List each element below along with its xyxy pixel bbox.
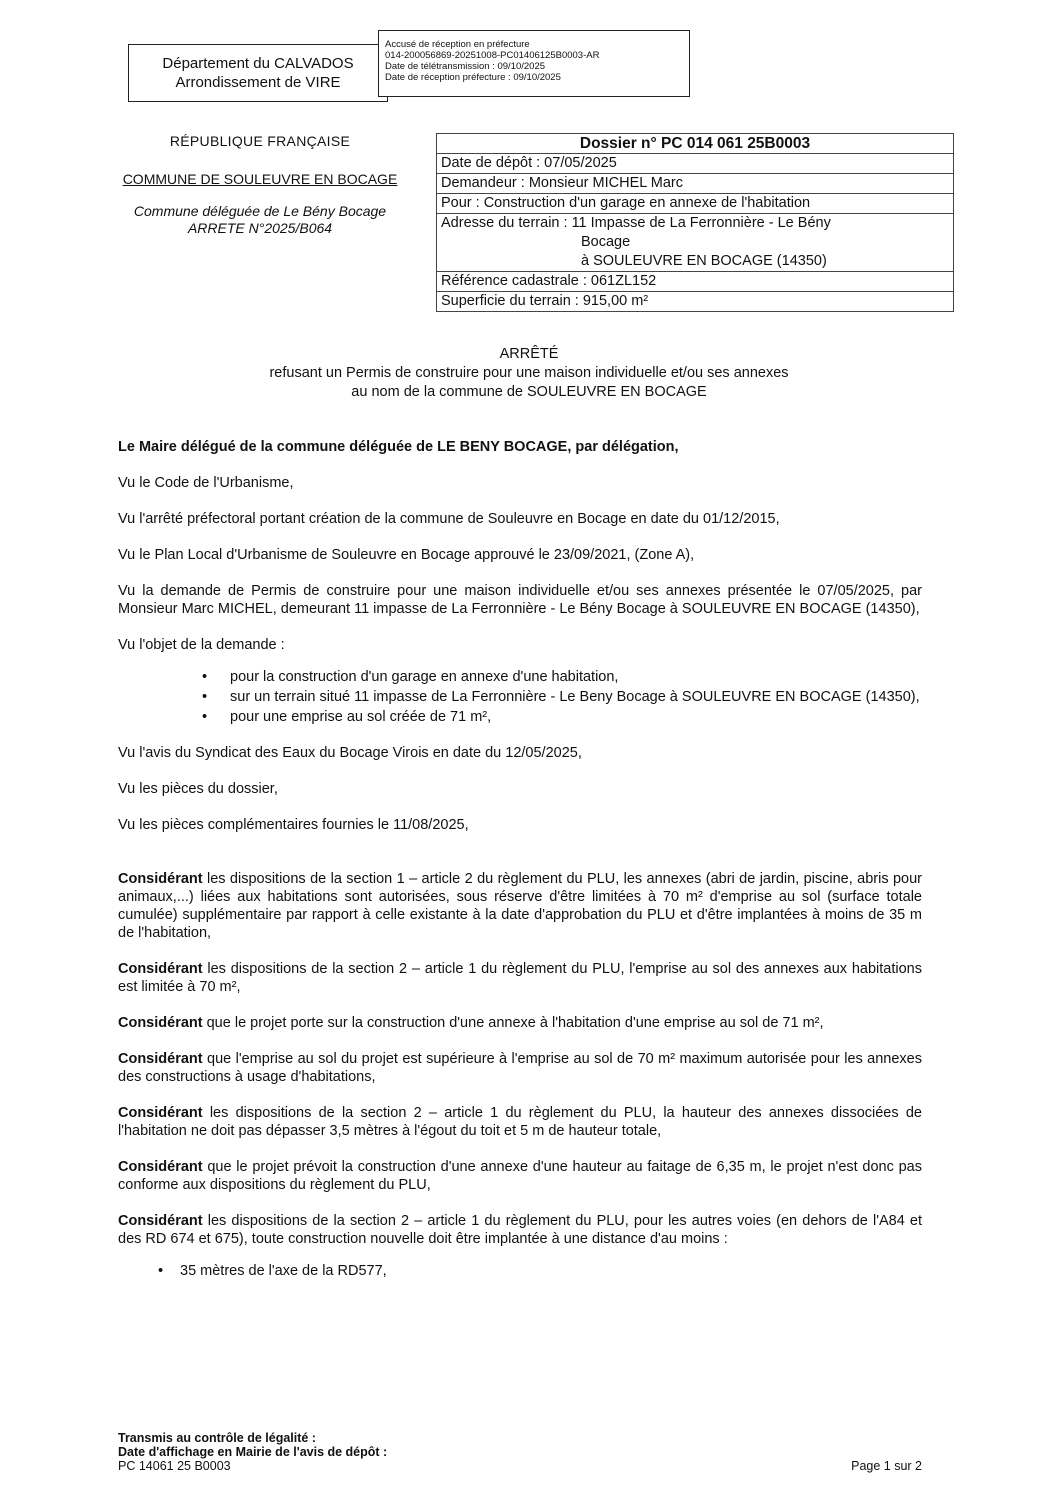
accuse-line: Accusé de réception en préfecture xyxy=(385,39,530,50)
list-item: • pour une emprise au sol créée de 71 m², xyxy=(230,708,922,726)
commune-header xyxy=(100,133,420,237)
considerant-text: les dispositions de la section 2 – article 1 du règlement du PLU, pour les autres voies (en dehors de l'A84 et des RD 674 et 675), toute construction nouvelle doit être implantée à une distance d'au moins : xyxy=(118,1213,922,1247)
list-item: • 35 mètres de l'axe de la RD577, xyxy=(180,1262,922,1280)
deleguee-name: Commune déléguée de Le Bény Bocage xyxy=(133,203,387,219)
accuse-reception-stamp xyxy=(378,30,690,97)
arrete-heading xyxy=(0,345,1058,402)
page-footer xyxy=(118,1431,922,1473)
departement-box xyxy=(128,44,388,102)
considerant-word: Considérant xyxy=(118,871,203,887)
arrete-subtitle-1: refusant un Permis de construire pour une maison individuelle et/ou ses annexes xyxy=(269,365,789,381)
maire-line: Le Maire délégué de la commune déléguée de LE BENY BOCAGE, par délégation, xyxy=(118,439,679,455)
visa: Vu l'avis du Syndicat des Eaux du Bocage Virois en date du 12/05/2025, xyxy=(118,745,582,761)
considerant xyxy=(118,1104,922,1140)
affichage-label: Date d'affichage en Mairie de l'avis de dépôt : xyxy=(118,1445,388,1459)
considerant-text: que le projet prévoit la construction d'une annexe d'une hauteur au faitage de 6,35 m, le projet n'est donc pas conforme aux dispositions du règlement du PLU, xyxy=(118,1159,922,1193)
page-number: Page 1 sur 2 xyxy=(851,1459,922,1473)
list-item: • sur un terrain situé 11 impasse de La Ferronnière - Le Beny Bocage à SOULEUVRE EN BOCAGE (14350), xyxy=(230,688,922,706)
accuse-line: Date de réception préfecture : 09/10/2025 xyxy=(385,72,561,83)
demandeur: Demandeur : Monsieur MICHEL Marc xyxy=(436,173,954,193)
considerant xyxy=(118,1050,922,1086)
superficie-terrain: Superficie du terrain : 915,00 m² xyxy=(436,291,954,312)
document-body xyxy=(118,438,922,1298)
considerant xyxy=(118,1014,922,1032)
visa: Vu l'arrêté préfectoral portant création de la commune de Souleuvre en Bocage en date du 01/12/2015, xyxy=(118,511,780,527)
transmis-label: Transmis au contrôle de légalité : xyxy=(118,1431,316,1445)
considerant-word: Considérant xyxy=(118,1105,203,1121)
considerant-word: Considérant xyxy=(118,1051,203,1067)
visa: Vu l'objet de la demande : xyxy=(118,637,285,653)
visa: Vu le Plan Local d'Urbanisme de Souleuvre en Bocage approuvé le 23/09/2021, (Zone A), xyxy=(118,547,695,563)
arrondissement-text: Arrondissement de VIRE xyxy=(175,74,341,91)
visa: Vu le Code de l'Urbanisme, xyxy=(118,475,294,491)
commune-deleguee xyxy=(100,203,420,237)
accuse-line: 014-200056869-20251008-PC01406125B0003-AR xyxy=(385,50,600,61)
adresse-line-2: Bocage xyxy=(581,234,631,250)
considerant-text: que le projet porte sur la construction d'une annexe à l'habitation d'une emprise au sol de 71 m², xyxy=(202,1015,824,1031)
objet-pour: Pour : Construction d'un garage en annexe de l'habitation xyxy=(436,193,954,213)
considerant-text: que l'emprise au sol du projet est supérieure à l'emprise au sol de 70 m² maximum autorisée pour les annexes des constructions à usage d'habitations, xyxy=(118,1051,922,1085)
reference-cadastrale: Référence cadastrale : 061ZL152 xyxy=(436,271,954,291)
adresse-line-3: à SOULEUVRE EN BOCAGE (14350) xyxy=(581,253,827,269)
dossier-number: Dossier n° PC 014 061 25B0003 xyxy=(436,133,954,153)
dossier-reference: PC 14061 25 B0003 xyxy=(118,1459,231,1473)
distance-list xyxy=(118,1262,922,1280)
arrete-number: ARRETE N°2025/B064 xyxy=(187,220,333,236)
considerant-text: les dispositions de la section 2 – article 1 du règlement du PLU, la hauteur des annexes dissociées de l'habitation ne doit pas dépasser 3,5 mètres à l'égout du toit et 5 m de hauteur totale, xyxy=(118,1105,922,1139)
considerant-word: Considérant xyxy=(118,961,203,977)
commune-name: COMMUNE DE SOULEUVRE EN BOCAGE xyxy=(122,171,398,187)
date-depot: Date de dépôt : 07/05/2025 xyxy=(436,153,954,173)
arrete-title: ARRÊTÉ xyxy=(499,346,559,362)
arrete-subtitle-2: au nom de la commune de SOULEUVRE EN BOCAGE xyxy=(351,384,707,400)
considerant xyxy=(118,960,922,996)
dossier-box xyxy=(436,133,954,312)
considerant xyxy=(118,1212,922,1248)
considerant-word: Considérant xyxy=(118,1159,203,1175)
considerant-word: Considérant xyxy=(118,1015,203,1031)
adresse-terrain xyxy=(436,213,954,271)
visa: Vu les pièces complémentaires fournies le 11/08/2025, xyxy=(118,817,469,833)
departement-text: Département du CALVADOS xyxy=(162,55,354,72)
accuse-line: Date de télétransmission : 09/10/2025 xyxy=(385,61,546,72)
adresse-line-1: Adresse du terrain : 11 Impasse de La Ferronnière - Le Bény xyxy=(441,215,831,231)
considerant-text: les dispositions de la section 1 – article 2 du règlement du PLU, les annexes (abri de jardin, piscine, abris pour animaux,...) liées aux habitations sont autorisées, sous réserve d'être limitées à 70 m² d'emprise au sol (surface totale cumulée) supplémentaire par rapport à celle existante à la date d'approbation du PLU et d'être implantées à moins de 35 m de l'habitation, xyxy=(118,871,922,941)
visa: Vu la demande de Permis de construire pour une maison individuelle et/ou ses annexes présentée le 07/05/2025, par Monsieur Marc MICHEL, demeurant 11 impasse de La Ferronnière - Le Bény Bocage à SOULEUVRE EN BOCAGE (14350), xyxy=(118,583,922,617)
considerant xyxy=(118,870,922,942)
objet-list xyxy=(118,668,922,726)
republique-title: RÉPUBLIQUE FRANÇAISE xyxy=(169,133,351,149)
considerant xyxy=(118,1158,922,1194)
list-item: • pour la construction d'un garage en annexe d'une habitation, xyxy=(230,668,922,686)
considerant-word: Considérant xyxy=(118,1213,203,1229)
visa: Vu les pièces du dossier, xyxy=(118,781,278,797)
footer-bottom-line xyxy=(118,1459,922,1473)
considerant-text: les dispositions de la section 2 – article 1 du règlement du PLU, l'emprise au sol des annexes aux habitations est limitée à 70 m², xyxy=(118,961,922,995)
